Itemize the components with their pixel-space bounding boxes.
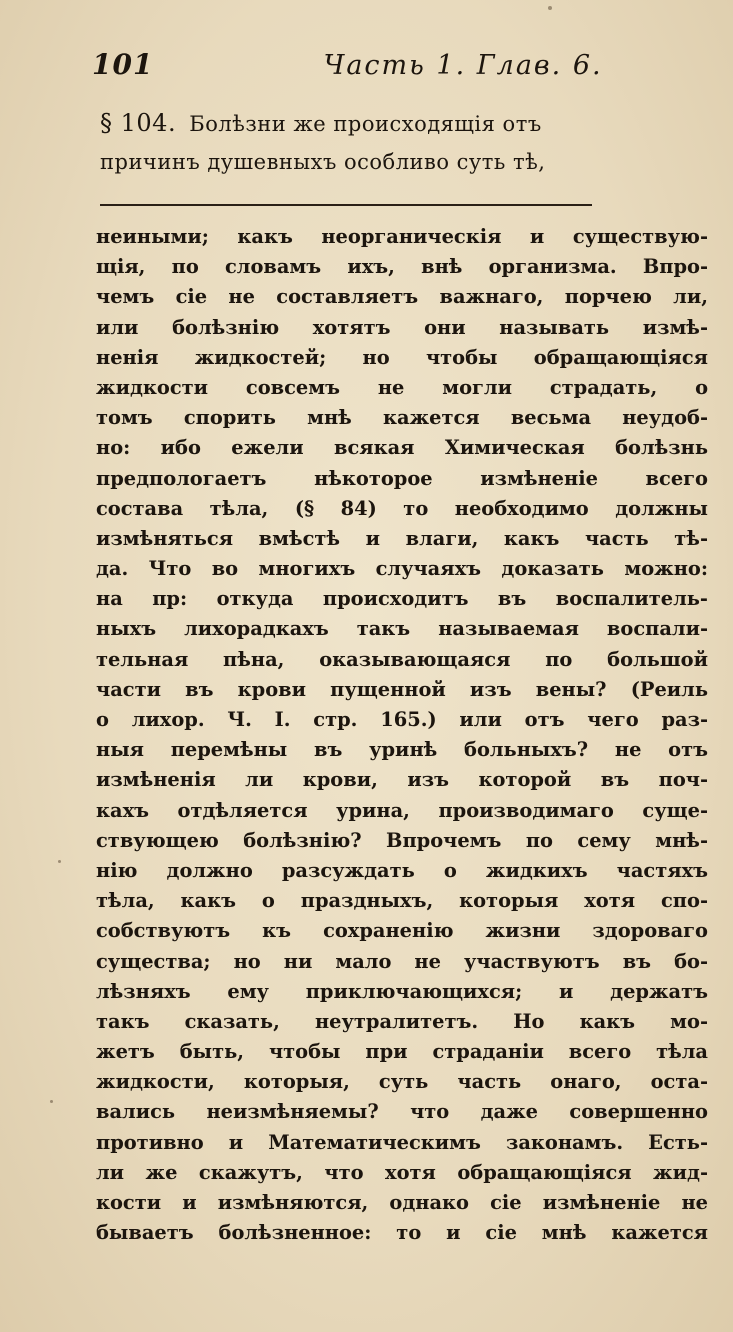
text-line: лѣзняхъ ему приключающихся; и держатъ (96, 979, 708, 1003)
text-line: состава тѣла, (§ 84) то необходимо должны (96, 496, 708, 520)
text-line: вались неизмѣняемы? что даже совершенно (96, 1100, 708, 1124)
text-line: существа; но ни мало не участвуютъ въ бо- (96, 949, 708, 973)
footnote-text (96, 222, 708, 1248)
text-line: или болѣзнію хотятъ они называть измѣ- (96, 315, 708, 339)
text-line: кахъ отдѣляется урина, производимаго суще- (96, 798, 708, 822)
paper-speck (50, 1100, 53, 1103)
text-line: томъ спорить мнѣ кажется весьма неудоб- (96, 406, 708, 430)
text-line: ли же скажутъ, что хотя обращающіяся жид- (96, 1160, 708, 1184)
text-line: тельная пѣна, оказывающаяся по большой (96, 647, 708, 671)
text-line: собствуютъ къ сохраненію жизни здороваго (96, 919, 708, 943)
text-line: о лихор. Ч. I. стр. 165.) или отъ чего раз- (96, 708, 708, 731)
footnote-divider (100, 204, 592, 206)
text-line: чемъ сіе не составляетъ важнаго, порчею ли, (96, 285, 708, 309)
text-line: такъ сказать, неутралитетъ. Но какъ мо- (96, 1009, 708, 1033)
text-line: жидкости совсемъ не могли страдать, о (96, 375, 708, 399)
text-line: нію должно разсуждать о жидкихъ частяхъ (96, 858, 708, 882)
section-text: Болѣзни же происходящія отъ причинъ душевныхъ особливо суть тѣ, (100, 112, 546, 174)
text-line: на пр: откуда происходитъ въ воспалитель- (96, 587, 708, 611)
text-line: ныя перемѣны въ уринѣ больныхъ? не отъ (96, 738, 708, 762)
text-line: жидкости, которыя, суть часть онаго, оста- (96, 1070, 708, 1094)
paper-speck (58, 860, 61, 863)
text-line: ствующею болѣзнію? Впрочемъ по сему мнѣ- (96, 828, 708, 852)
text-line: предпологаетъ нѣкоторое измѣненіе всего (96, 466, 708, 490)
text-line: кости и измѣняются, однако сіе измѣненіе не (96, 1191, 708, 1214)
text-line: части въ крови пущенной изъ вены? (Реиль (96, 677, 708, 701)
text-line: тѣла, какъ о праздныхъ, которыя хотя спо- (96, 889, 708, 913)
text-line: измѣняться вмѣстѣ и влаги, какъ часть тѣ- (96, 526, 708, 550)
page-header (92, 48, 633, 98)
text-line: жетъ быть, чтобы при страданіи всего тѣла (96, 1040, 708, 1064)
text-line: противно и Математическимъ законамъ. Есть- (96, 1130, 708, 1154)
text-line: ненія жидкостей; но чтобы обращающіяся (96, 345, 708, 369)
section-paragraph (100, 104, 620, 181)
text-line: ныхъ лихорадкахъ такъ называемая воспали- (96, 617, 708, 641)
paper-speck (548, 6, 552, 10)
text-line: да. Что во многихъ случаяхъ доказать можно: (96, 557, 708, 581)
text-line: неиными; какъ неорганическія и существую- (96, 225, 708, 248)
text-line: измѣненія ли крови, изъ которой въ поч- (96, 768, 708, 792)
running-head: Часть 1. Глав. 6. (323, 50, 603, 81)
text-line: щія, по словамъ ихъ, внѣ организма. Впро- (96, 255, 708, 279)
text-line: бываетъ болѣзненное: то и сіе мнѣ кажется (96, 1221, 708, 1245)
page-number: 101 (92, 48, 154, 81)
text-line: но: ибо ежели всякая Химическая болѣзнь (96, 436, 708, 460)
section-number: § 104. (100, 109, 177, 137)
